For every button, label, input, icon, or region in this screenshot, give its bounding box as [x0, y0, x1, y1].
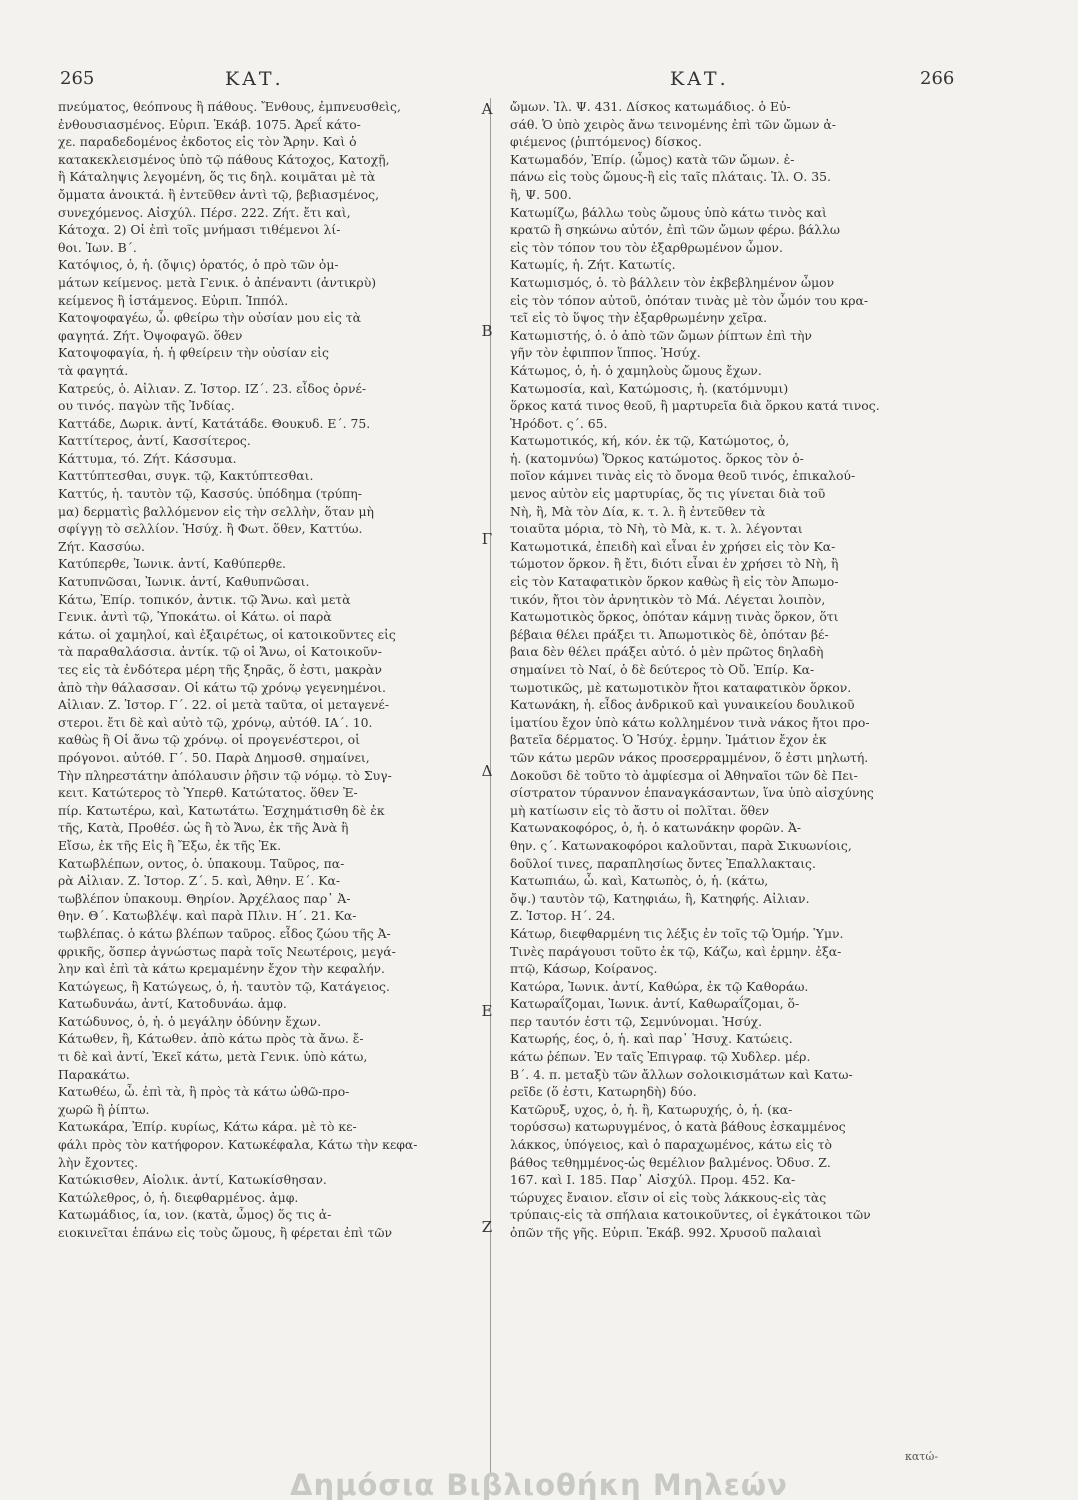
- text-line: Κατωμισμός, ὁ. τὸ βάλλειν τὸν ἐκβεβλημένον ὦμον: [510, 274, 835, 290]
- text-line: Κατωμάδιος, ία, ιον. (κατὰ, ὦμος) ὅς τις ἀ-: [58, 1207, 332, 1223]
- text-line: Παρακάτω.: [58, 1066, 130, 1082]
- text-line: θην. Θ΄. Κατωβλέψ. καὶ παρὰ Πλιν. Η΄. 21. Κα-: [58, 908, 357, 924]
- text-line: εἰς τὸν Καταφατικὸν ὅρκον καθὼς ἢ εἰς τὸν Ἀπωμο-: [510, 574, 839, 590]
- text-line: μενος αὐτὸν εἰς μαρτυρίας, ὅς τις γίνεται διὰ τοῦ: [510, 486, 826, 502]
- text-line: ἐνθουσιασμένος. Εὐριπ. Ἑκάβ. 1075. Ἀρεΐ κάτο-: [58, 116, 361, 132]
- text-line: Κατώγεως, ἢ Κατώγεως, ὁ, ἡ. ταυτὸν τῷ, Κατάγειος.: [58, 978, 390, 994]
- text-line: Κατωμοτικὸς ὅρκος, ὁπόταν κάμνῃ τινὰς ὅρκον, ὅτι: [510, 609, 839, 625]
- text-line: ρεῖδε (ὅ ἐστι, Κατωρηδὴ) δύο.: [510, 1084, 697, 1100]
- text-line: Κατωμίς, ἡ. Ζήτ. Κατωτίς.: [510, 257, 676, 273]
- text-line: τωβλέπον ὑπακουμ. Θηρίον. Ἀρχέλαος παρ᾽ Ἀ-: [58, 890, 351, 906]
- text-line: ὤμων. Ἰλ. Ψ. 431. Δίσκος κατωμάδιος. ὁ Εὐ-: [510, 99, 791, 114]
- text-line: φάλι πρὸς τὸν κατήφορον. Κατωκέφαλα, Κάτω τὴν κεφα-: [58, 1137, 418, 1153]
- text-line: ἢ Κάταληψις λεγομένη, ὅς τις δηλ. κοιμᾶται μὲ τὰ: [58, 169, 376, 185]
- text-line: Κατωνακοφόρος, ὁ, ἡ. ὁ κατωνάκην φορῶν. Ἀ-: [510, 820, 802, 836]
- catchword: κατώ-: [905, 1450, 939, 1463]
- text-line: κείμενος ἢ ἱστάμενος. Εὐριπ. Ἱππόλ.: [58, 292, 289, 308]
- text-line: πίρ. Κατωτέρω, καὶ, Κατωτάτω. Ἐσχημάτισθη δὲ ἐκ: [58, 802, 385, 818]
- text-line: πρόγονοι. αὐτόθ. Γ΄. 50. Παρὰ Δημοσθ. σημαίνει,: [58, 749, 370, 765]
- text-line: Κατωδυνάω, ἀντί, Κατοδυνάω. ἀμφ.: [58, 996, 287, 1012]
- text-line: καθὼς ἢ Οἱ ἄνω τῷ χρόνῳ. οἱ προγενέστεροι, οἱ: [58, 732, 360, 748]
- text-line: σφίγγῃ τὸ σελλίον. Ἡσύχ. ἢ Φωτ. ὅθεν, Καττύω.: [58, 521, 363, 537]
- text-line: κειτ. Κατώτερος τὸ Ὑπερθ. Κατώτατος. ὅθεν Ἐ-: [58, 785, 358, 801]
- text-line: ἡ. (κατομνύω) Ὅρκος κατώμοτος. ὅρκος τὸν ὁ-: [510, 450, 804, 466]
- text-line: Καττάδε, Δωρικ. ἀντί, Κατάτάδε. Θουκυδ. Ε΄. 75.: [58, 415, 371, 431]
- text-line: Κατωμιστής, ὁ. ὁ ἀπὸ τῶν ὤμων ῥίπτων ἐπὶ τὴν: [510, 327, 812, 343]
- text-line: κατακεκλεισμένος ὑπὸ τῷ πάθους Κάτοχος, Κατοχῇ,: [58, 151, 390, 167]
- right-column-text: [510, 98, 965, 1242]
- text-line: Κάτοχα. 2) Οἱ ἐπὶ τοῖς μνήμασι τιθέμενοι λί-: [58, 222, 341, 238]
- text-line: θην. ς΄. Κατωνακοφόροι καλοῦνται, παρὰ Σικυωνίοις,: [510, 837, 852, 853]
- text-line: τώμοτον ὅρκον. ἢ ἔτι, διότι εἶναι ἐν χρήσει τὸ Νὴ, ἢ: [510, 556, 839, 572]
- text-line: τες εἰς τὰ ἐνδότερα μέρη τῆς ξηρᾶς, ὅ ἐστι, μακρὰν: [58, 662, 382, 677]
- text-line: κρατῶ ἢ σηκώνω αὐτόν, ἐπὶ τῶν ὤμων φέρω. βάλλω: [510, 222, 841, 238]
- text-line: Κατωπιάω, ὦ. καὶ, Κατωπὸς, ὁ, ἡ. (κάτω,: [510, 873, 769, 889]
- text-line: πνεύματος, θεόπνους ἢ πάθους. Ἔνθους, ἐμπνευσθεὶς,: [58, 99, 401, 114]
- text-line: τὰ παραθαλάσσια. ἀντίκ. τῷ οἱ Ἄνω, οἱ Κατοικοῦν-: [58, 644, 382, 660]
- text-line: Κάττυμα, τό. Ζήτ. Κάσσυμα.: [58, 450, 237, 466]
- text-line: τωμοτικῶς, μὲ κατωμοτικὸν ἤτοι καταφατικὸν ὅρκον.: [510, 679, 852, 695]
- text-line: Κατωμοτικά, ἐπειδὴ καὶ εἶναι ἐν χρήσει εἰς τὸν Κα-: [510, 538, 836, 554]
- margin-letter-g: Γ: [481, 530, 493, 548]
- text-line: Καττίτερος, ἀντί, Κασσίτερος.: [58, 433, 251, 449]
- text-line: ρὰ Αἰλιαν. Ζ. Ἱστορ. Ζ΄. 5. καὶ, Ἀθην. Ε΄. Κα-: [58, 873, 341, 889]
- text-line: χωρῶ ἢ ῥίπτω.: [58, 1101, 150, 1117]
- text-line: ου τινός. παγὼν τῆς Ἰνδίας.: [58, 398, 235, 414]
- text-line: σάθ. Ὁ ὑπὸ χειρὸς ἄνω τεινομένης ἐπὶ τῶν ὤμων ἀ-: [510, 116, 836, 132]
- left-running-head: ΚΑΤ.: [225, 68, 284, 90]
- text-line: φρικῆς, ὅσπερ ἀγνώστως παρὰ τοῖς Νεωτέροις, μεγά-: [58, 943, 396, 959]
- text-line: ὀπῶν τῆς γῆς. Εὐριπ. Ἑκάβ. 992. Χρυσοῦ παλαιαὶ: [510, 1225, 822, 1240]
- text-line: Κατώκισθεν, Αἰολικ. ἀντί, Κατωκίσθησαν.: [58, 1172, 327, 1188]
- text-line: Κατοψοφαγία, ἡ. ἡ φθείρειν τὴν οὐσίαν εἰς: [58, 345, 329, 361]
- text-line: εἰς τὸν τόπον του τὸν ἐξαρθρωμένον ὦμον.: [510, 239, 783, 255]
- right-running-head: ΚΑΤ.: [670, 68, 729, 90]
- text-line: Κατωμαδόν, Ἐπίρ. (ὦμος) κατὰ τῶν ὤμων. ἐ-: [510, 151, 795, 167]
- text-line: βάθος τεθημμένος-ὡς θεμέλιον βαλμένος. Ὀδυσ. Ζ.: [510, 1154, 831, 1170]
- text-line: κάτω. οἱ χαμηλοί, καὶ ἐξαιρέτως, οἱ κατοικοῦντες εἰς: [58, 626, 396, 642]
- text-line: δοῦλοί τινες, παραπλησίως ὄντες Ἐπαλλακταις.: [510, 855, 816, 871]
- text-line: σίστρατον τύραννον ἐπαναγκάσαντων, ἵνα ὑπὸ αἰσχύνης: [510, 785, 874, 801]
- text-line: φαγητά. Ζήτ. Ὀψοφαγῶ. ὅθεν: [58, 327, 243, 343]
- text-line: γῆν τὸν ἐφιππον ἵππος. Ἡσύχ.: [510, 345, 701, 361]
- text-line: Εἴσω, ἐκ τῆς Εἰς ἢ Ἔξω, ἐκ τῆς Ἐκ.: [58, 837, 282, 853]
- margin-letter-e: Ε: [481, 1002, 493, 1020]
- text-line: Κατώδυνος, ὁ, ἡ. ὁ μεγάλην ὀδύνην ἔχων.: [58, 1013, 322, 1029]
- text-line: τορύσσω) κατωρυγμένος, ὁ κατὰ βάθους ἐσκαμμένος: [510, 1119, 846, 1135]
- text-line: Γενικ. ἀντὶ τῷ, Ὑποκάτω. οἱ Κάτω. οἱ παρὰ: [58, 609, 332, 625]
- library-watermark: Δημόσια Βιβλιοθήκη Μηλεών: [290, 1468, 788, 1500]
- text-line: μὴ κατίωσιν εἰς τὸ ἄστυ οἱ πολῖται. ὅθεν: [510, 802, 770, 818]
- text-line: συνεχόμενος. Αἰσχύλ. Πέρσ. 222. Ζήτ. ἔτι καὶ,: [58, 204, 351, 220]
- text-line: τῆς, Κατὰ, Προθέσ. ὡς ἢ τὸ Ἄνω, ἐκ τῆς Ἀνὰ ἢ: [58, 820, 349, 836]
- text-line: Κάτωθεν, ἢ, Κάτωθεν. ἀπὸ κάτω πρὸς τὰ ἄνω. ἔ-: [58, 1031, 364, 1047]
- text-line: τώρυχες ἔναιον. εἴσιν οἱ εἰς τοὺς λάκκους-εἰς τὰς: [510, 1189, 827, 1205]
- text-line: Κατωνάκη, ἡ. εἶδος ἀνδρικοῦ καὶ γυναικείου δουλικοῦ: [510, 697, 855, 713]
- text-line: ὄψ.) ταυτὸν τῷ, Κατηφιάω, ἢ, Κατηφής. Αἰλιαν.: [510, 890, 810, 906]
- text-line: ποῖον κάμνει τινὰς εἰς τὸ ὄνομα θεοῦ τινός, ἐπικαλού-: [510, 468, 856, 484]
- text-line: Κάτωρ, διεφθαρμένη τις λέξις ἐν τοῖς τῷ Ὁμήρ. Ὑμν.: [510, 925, 844, 941]
- text-line: λην καὶ ἐπὶ τὰ κάτω κρεμαμένην ἔχον τὴν κεφαλήν.: [58, 961, 385, 977]
- text-line: Κατωμοσία, καὶ, Κατώμοσις, ἡ. (κατόμνυμι): [510, 380, 789, 396]
- text-line: Ζ. Ἱστορ. Η΄. 24.: [510, 908, 616, 924]
- text-line: φιέμενος (ῥιπτόμενος) δίσκος.: [510, 134, 702, 150]
- text-line: Τινὲς παράγουσι τοῦτο ἐκ τῷ, Κάζω, καὶ ἑρμην. ἐξα-: [510, 943, 842, 959]
- left-column-text: [58, 98, 468, 1242]
- text-line: τρύπαις-εἰς τὰ σπήλαια κατοικοῦντες, οἱ ἐγκάτοικοι τῶν: [510, 1207, 871, 1223]
- text-line: Ζήτ. Κασσύω.: [58, 538, 145, 554]
- text-line: ἱματίου ἔχον ὑπὸ κάτω κολλημένον τινὰ νάκος ἤτοι προ-: [510, 714, 870, 730]
- text-line: ειοκινεῖται ἐπάνω εἰς τοὺς ὤμους, ἢ φέρεται ἐπὶ τῶν: [58, 1225, 393, 1240]
- margin-letter-b: Β: [481, 322, 493, 340]
- text-line: τεῖ εἰς τὸ ὕψος τὴν ἐξαρθρωμένην χεῖρα.: [510, 310, 768, 326]
- text-line: Αἰλιαν. Ζ. Ἱστορ. Γ΄. 22. οἱ μετὰ ταῦτα, οἱ μεταγενέ-: [58, 697, 390, 713]
- text-line: ὄμματα ἀνοικτά. ἢ ἐντεῦθεν ἀντὶ τῷ, βεβιασμένος,: [58, 186, 380, 202]
- text-line: λὴν ἔχοντες.: [58, 1154, 139, 1170]
- text-line: τι δὲ καὶ ἀντί, Ἐκεῖ κάτω, μετὰ Γενικ. ὑπὸ κάτω,: [58, 1049, 368, 1065]
- text-line: Κατωρής, έος, ὁ, ἡ. καὶ παρ᾽ Ἡσυχ. Κατώεις.: [510, 1031, 793, 1047]
- text-line: κάτω ῥέπων. Ἐν ταῖς Ἐπιγραφ. τῷ Χυδλερ. μέρ.: [510, 1049, 811, 1065]
- text-line: Κατωμίζω, βάλλω τοὺς ὤμους ὑπὸ κάτω τινὸς καὶ: [510, 204, 827, 220]
- text-line: Καττύς, ἡ. ταυτὸν τῷ, Κασσύς. ὑπόδημα (τρύπη-: [58, 486, 362, 502]
- text-line: χε. παραδεδομένος ἐκδοτος εἰς τὸν Ἄρην. Καὶ ὁ: [58, 134, 357, 150]
- margin-letter-d: Δ: [481, 762, 493, 780]
- text-line: σημαίνει τὸ Ναί, ὁ δὲ δεύτερος τὸ Οὔ. Ἐπίρ. Κα-: [510, 662, 815, 677]
- text-line: πτῷ, Κάσωρ, Κοίρανος.: [510, 961, 658, 977]
- text-line: Δοκοῦσι δὲ τοῦτο τὸ ἀμφίεσμα οἱ Ἀθηναῖοι τῶν δὲ Πει-: [510, 767, 858, 783]
- column-divider: [490, 98, 491, 1476]
- text-line: Κατωμοτικός, κή, κόν. ἐκ τῷ, Κατώμοτος, ὁ,: [510, 433, 790, 449]
- text-line: Τὴν πληρεστάτην ἀπόλαυσιν ῥῆσιν τῷ νόμῳ. τὸ Συγ-: [58, 767, 392, 783]
- text-line: Κατωραΐζομαι, Ἰωνικ. ἀντί, Καθωραΐζομαι, ὅ-: [510, 996, 800, 1012]
- text-line: τὰ φαγητά.: [58, 362, 129, 378]
- text-line: τικόν, ἤτοι τὸν ἀρνητικὸν τὸ Μά. Λέγεται λοιπὸν,: [510, 591, 826, 607]
- text-line: Κάτωμος, ὁ, ἡ. ὁ χαμηλοὺς ὤμους ἔχων.: [510, 362, 762, 378]
- text-line: Κατρεύς, ὁ. Αἰλιαν. Ζ. Ἱστορ. ΙΖ΄. 23. εἶδος ὀρνέ-: [58, 380, 367, 396]
- text-line: Κατόψιος, ὁ, ἡ. (ὄψις) ὁρατός, ὁ πρὸ τῶν ὀμ-: [58, 257, 339, 273]
- text-line: στεροι. ἔτι δὲ καὶ αὐτὸ τῷ, χρόνῳ, αὐτόθ. ΙΑ΄. 10.: [58, 714, 373, 730]
- text-line: ἀπὸ τὴν θάλασσαν. Οἱ κάτω τῷ χρόνῳ γεγενημένοι.: [58, 679, 386, 695]
- text-line: Κατωκάρα, Ἐπίρ. κυρίως, Κάτω κάρα. μὲ τὸ κε-: [58, 1119, 357, 1135]
- text-line: Ἡρόδοτ. ς΄. 65.: [510, 415, 608, 431]
- text-line: τοιαῦτα μόρια, τὸ Νὴ, τὸ Μὰ, κ. τ. λ. λέγονται: [510, 521, 803, 537]
- text-line: Β΄. 4. π. μεταξὺ τῶν ἄλλων σολοικισμάτων καὶ Κατω-: [510, 1066, 853, 1082]
- text-line: Κατῶρυξ, υχος, ὁ, ἡ. ἢ, Κατωρυχής, ὁ, ἡ. (κα-: [510, 1101, 793, 1117]
- text-line: μα) δερματὶς βαλλόμενον εἰς τὴν σελλὴν, ὅταν μὴ: [58, 503, 374, 519]
- margin-letter-z: Ζ: [481, 1218, 493, 1236]
- text-line: βέβαια θέλει πράξει τι. Ἀπωμοτικὸς δὲ, ὁπόταν βέ-: [510, 626, 829, 642]
- text-line: Κατύπερθε, Ἰωνικ. ἀντί, Καθύπερθε.: [58, 556, 286, 572]
- text-line: Νὴ, ἢ, Μὰ τὸν Δία, κ. τ. λ. ἢ ἐντεῦθεν τὰ: [510, 503, 766, 519]
- text-line: Κατώλεθρος, ὁ, ἡ. διεφθαρμένος. ἀμφ.: [58, 1189, 299, 1205]
- text-line: μάτων κείμενος. μετὰ Γενικ. ὁ ἀπέναντι (ἀντικρὺ): [58, 274, 377, 290]
- text-line: Κατωθέω, ὦ. ἐπὶ τὰ, ἢ πρὸς τὰ κάτω ὠθῶ-προ-: [58, 1084, 350, 1100]
- text-line: ἢ, Ψ. 500.: [510, 186, 572, 202]
- margin-letter-a: Α: [481, 100, 493, 118]
- text-line: βατεῖα δέρματος. Ὁ Ἡσύχ. ἑρμην. Ἱμάτιον ἔχον ἐκ: [510, 732, 827, 748]
- text-line: Καττύπτεσθαι, συγκ. τῷ, Κακτύπτεσθαι.: [58, 468, 314, 484]
- right-page-number: 266: [920, 68, 955, 89]
- text-line: Κατυπνῶσαι, Ἰωνικ. ἀντί, Καθυπνῶσαι.: [58, 574, 310, 590]
- text-line: λάκκος, ὑπόγειος, καὶ ὁ παραχωμένος, κάτω εἰς τὸ: [510, 1137, 832, 1153]
- text-line: Κατοψοφαγέω, ὦ. φθείρω τὴν οὐσίαν μου εἰς τὰ: [58, 310, 361, 326]
- text-line: 167. καὶ Ι. 185. Παρ᾽ Αἰσχύλ. Προμ. 452. Κα-: [510, 1172, 796, 1188]
- text-line: θοι. Ἰων. Β΄.: [58, 239, 137, 255]
- text-line: περ ταυτόν ἐστι τῷ, Σεμνύνομαι. Ἡσύχ.: [510, 1013, 763, 1029]
- text-line: εἰς τὸν τόπον αὐτοῦ, ὁπόταν τινὰς μὲ τὸν ὦμόν του κρα-: [510, 292, 869, 308]
- left-page-number: 265: [60, 68, 95, 89]
- text-line: πάνω εἰς τοὺς ὤμους-ἢ εἰς ταῖς πλάταις. Ἰλ. Ο. 35.: [510, 169, 831, 185]
- text-line: Κατωβλέπων, οντος, ὁ. ὑπακουμ. Ταῦρος, πα-: [58, 855, 345, 871]
- text-line: Κατώρα, Ἰωνικ. ἀντί, Καθώρα, ἐκ τῷ Καθοράω.: [510, 978, 809, 994]
- text-line: τῶν κάτω μερῶν νάκος προσερραμμένον, ὅ ἐστι μηλωτή.: [510, 749, 869, 765]
- text-line: Κάτω, Ἐπίρ. τοπικόν, ἀντικ. τῷ Ἄνω. καὶ μετὰ: [58, 591, 351, 607]
- text-line: τωβλέπας. ὁ κάτω βλέπων ταῦρος. εἶδος ζώου τῆς Ἀ-: [58, 925, 391, 941]
- text-line: βαια δὲν θέλει πράξει αὐτό. ὁ μὲν πρῶτος δηλαδὴ: [510, 644, 824, 660]
- text-line: ὅρκος κατά τινος θεοῦ, ἢ μαρτυρεῖα διὰ ὅρκου κατά τινος.: [510, 398, 880, 414]
